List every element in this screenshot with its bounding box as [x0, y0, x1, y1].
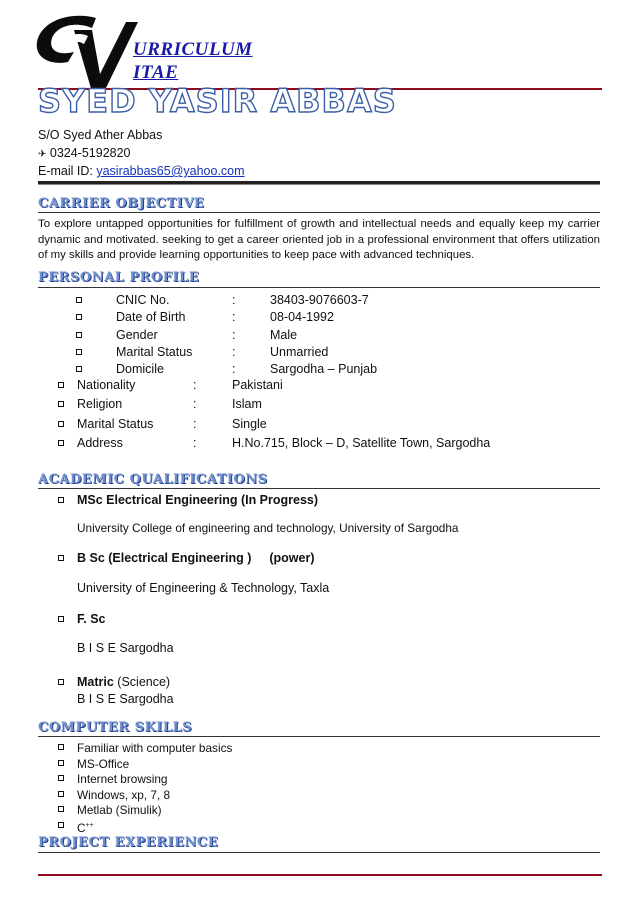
- profile-value: Pakistani: [232, 378, 283, 392]
- project-rule: [38, 852, 600, 853]
- email-link[interactable]: yasirabbas65@yahoo.com: [96, 164, 245, 178]
- objective-text: To explore untapped opportunities for fulfillment of growth and intellectual needs and equally keep my carrier dynamic and motivated. seeking to get a career oriented job in a professional environment that offers utilization of my skills and provide learning opportunities to keep pace with advanced techniques.: [38, 218, 600, 261]
- profile-label: CNIC No.: [116, 293, 170, 307]
- bullet-square-icon: [58, 806, 64, 812]
- skill-item: MS-Office: [77, 756, 130, 771]
- bullet-square-icon: [58, 744, 64, 750]
- academic-rule: [38, 488, 600, 489]
- profile-value: Unmarried: [270, 344, 329, 359]
- degree-line: [77, 611, 106, 627]
- computer-title: COMPUTER SKILLS: [38, 720, 193, 735]
- contact-divider: [38, 181, 600, 185]
- degree-line: [77, 550, 315, 566]
- bullet-square-icon: [76, 366, 82, 372]
- bullet-square-icon: [76, 297, 82, 303]
- institution-name: University College of engineering and technology, University of Sargodha: [77, 521, 459, 535]
- bullet-square-icon: [58, 401, 64, 407]
- profile-label: Domicile: [116, 362, 164, 377]
- institution-name: B I S E Sargodha: [77, 641, 174, 655]
- phone-icon: ✈: [38, 149, 47, 160]
- profile-colon: :: [193, 397, 197, 412]
- email-label: E-mail ID:: [38, 164, 97, 178]
- bullet-square-icon: [58, 440, 64, 446]
- profile-label: Nationality: [77, 378, 136, 392]
- profile-colon: :: [232, 362, 236, 377]
- profile-colon: :: [232, 310, 236, 325]
- bullet-square-icon: [58, 760, 64, 766]
- skill-item: Metlab (Simulik): [77, 803, 162, 818]
- bullet-square-icon: [58, 775, 64, 781]
- profile-label: Religion: [77, 397, 123, 412]
- bullet-square-icon: [58, 382, 64, 388]
- profile-value: 38403-9076603-7: [270, 293, 369, 307]
- bullet-square-icon: [58, 791, 64, 797]
- applicant-name: SYED YASIR ABBAS: [38, 82, 397, 120]
- bullet-square-icon: [58, 616, 64, 622]
- bullet-square-icon: [58, 679, 64, 685]
- name-banner: [38, 84, 608, 118]
- profile-value: Single: [232, 416, 267, 431]
- profile-colon: :: [193, 416, 197, 431]
- profile-colon: :: [232, 293, 236, 307]
- profile-label: Marital Status: [77, 416, 154, 431]
- profile-value: Sargodha – Punjab: [270, 362, 378, 377]
- institution-name: University of Engineering & Technology, Taxla: [77, 581, 330, 595]
- bullet-square-icon: [76, 349, 82, 355]
- bullet-square-icon: [58, 497, 64, 503]
- skill-item: Windows, xp, 7, 8: [77, 787, 171, 802]
- personal-title: PERSONAL PROFILE: [38, 270, 200, 285]
- profile-value: 08-04-1992: [270, 310, 334, 325]
- skill-superscript: ++: [85, 822, 94, 829]
- bullet-square-icon: [76, 314, 82, 320]
- phone-number: 0324-5192820: [49, 146, 131, 160]
- bullet-square-icon: [58, 555, 64, 561]
- profile-colon: :: [193, 378, 197, 392]
- profile-label: Date of Birth: [116, 310, 186, 325]
- skill-item: Familiar with computer basics: [77, 741, 233, 755]
- phone-line: [38, 145, 131, 163]
- bullet-square-icon: [76, 332, 82, 338]
- profile-value: Islam: [232, 397, 262, 412]
- bullet-square-icon: [58, 421, 64, 427]
- degree-name: MSc Electrical Engineering (In Progress): [77, 493, 319, 507]
- objective-rule: [38, 212, 600, 213]
- institution-name: B I S E Sargodha: [77, 692, 174, 706]
- degree-extra: (power): [269, 551, 315, 565]
- profile-colon: :: [193, 435, 197, 450]
- degree-name: F. Sc: [77, 612, 106, 626]
- email-line: [38, 163, 245, 180]
- parent-name: S/O Syed Ather Abbas: [38, 128, 163, 142]
- footer-rule: [38, 874, 602, 876]
- degree-extra: (Science): [113, 675, 171, 689]
- academic-title: ACADEMIC QUALIFICATIONS: [38, 472, 268, 487]
- profile-colon: :: [232, 327, 236, 342]
- degree-line: [77, 674, 170, 690]
- skill-item: Internet browsing: [77, 772, 168, 787]
- cv-word-line1: URRICULUM: [133, 39, 253, 60]
- cv-logo-icon: [34, 12, 138, 92]
- profile-value: Male: [270, 327, 298, 342]
- profile-label: Gender: [116, 327, 158, 342]
- bullet-square-icon: [58, 822, 64, 828]
- skill-item: C++: [77, 820, 94, 835]
- profile-label: Address: [77, 435, 123, 450]
- profile-colon: :: [232, 344, 236, 359]
- computer-rule: [38, 736, 600, 737]
- objective-title: CARRIER OBJECTIVE: [38, 196, 205, 211]
- degree-line: [77, 492, 318, 508]
- personal-rule: [38, 287, 600, 288]
- degree-name: Matric: [77, 675, 114, 689]
- project-title: PROJECT EXPERIENCE: [38, 835, 219, 850]
- degree-name: B Sc (Electrical Engineering ): [77, 551, 252, 565]
- profile-label: Marital Status: [116, 344, 193, 359]
- cv-word-line2: ITAE: [133, 62, 179, 83]
- profile-value: H.No.715, Block – D, Satellite Town, Sargodha: [232, 435, 491, 450]
